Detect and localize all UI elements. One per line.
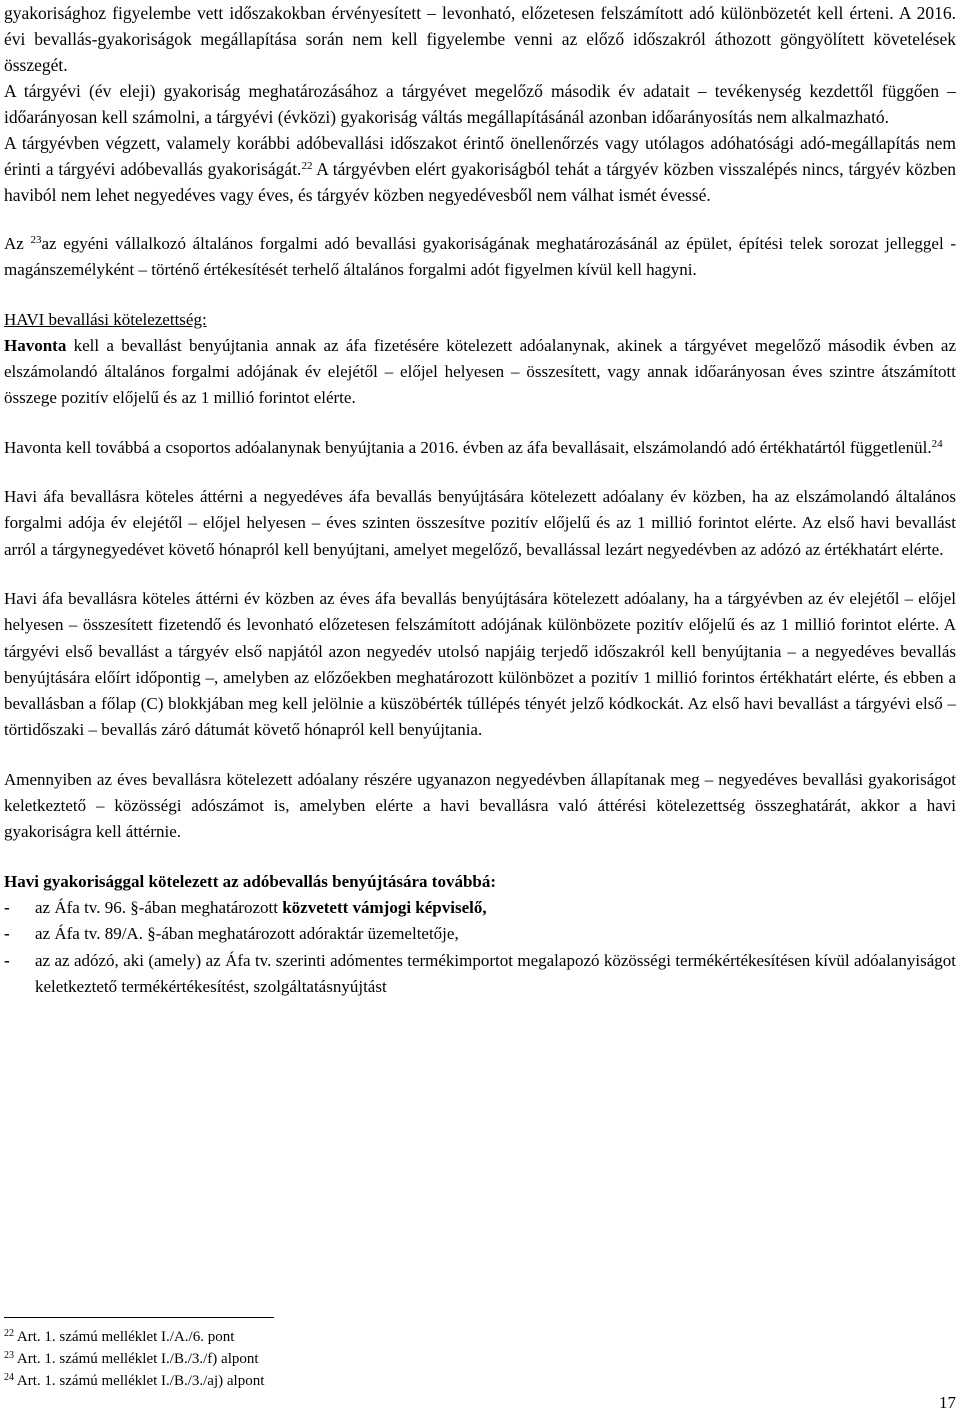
paragraph-5: Havonta kell a bevallást benyújtania annak az áfa fizetésére kötelezett adóalanynak, akinek a tárgyévet megelőző második évben az elszámolandó általános forgalmi adójának év elejétől – előjel helyesen – összesített, vagy annak időarányosan éves szintre átszámított összege pozitív előjelű és az 1 millió forintot elérte. [4, 335, 956, 408]
paragraph-3: A tárgyévben végzett, valamely korábbi adóbevallási időszakot érintő önellenőrzés vagy utólagos adóhatósági adó-megállapítás nem érinti a tárgyévi adóbevallás gyakoriságát.$^{22}$ A tárgyévben elért gyakoriságból tehát a tárgyév közben visszalépés nincs, tárgyév közben haviból nem lehet negyedéves vagy éves, és tárgyév közben negyedévesből nem válhat ismét évessé. [4, 133, 956, 205]
page-number: 17 [939, 1393, 956, 1412]
paragraph-6: Havonta kell továbbá a csoportos adóalanynak benyújtania a 2016. évben az áfa bevallásait, elszámolandó adó értékhatártól függetlenül.$^{24}$ [4, 437, 943, 457]
paragraph-7: Havi áfa bevallásra köteles áttérni a negyedéves áfa bevallás benyújtására kötelezett adóalany év közben, ha az elszámolandó általános forgalmi adója év elejétől – előjel helyesen – éves szinten összesítve pozitív előjelű és az 1 millió forintot elérte. Az első havi bevallást arról a tárgynegyedévet követő hónapról kell benyújtani, amelyet megelőző, bevallással lezárt negyedévben az adózó az értékhatárt elérte. [4, 487, 956, 559]
paragraph-8: Havi áfa bevallásra köteles áttérni év közben az éves áfa bevallás benyújtására kötelezett adóalany, ha a tárgyévben az év elejétől – előjel helyesen – összesített fizetendő és levonható előzetesen felszámított adójának különbözete pozitív előjelű és az 1 millió forintot elérte. A tárgyévi első bevallást a tárgyév első napjától azon negyedév utolsó napjáig terjedő időszakról kell benyújtania – a negyedéves bevallás benyújtására előírt időpontig –, amelyben az előzőekben meghatározott különbözet a pozitív 1 millió forintos értékhatárt elérte, és ebben a bevallásban a főlap (C) blokkjában meg kell jelölnie a küszöbérték túllépés tényét jelző kódkockát. Az első havi bevallást a tárgyévi első – törtidőszaki – bevallás záró dátumát követő hónapról kell benyújtania. [4, 588, 956, 740]
footnote-ref-23[interactable]: 23 [30, 234, 42, 246]
footnote-ref-22[interactable]: 22 [301, 160, 313, 172]
obligation-list [4, 895, 956, 1000]
list-item: - az Áfa tv. 96. §-ában meghatározott közvetett vámjogi képviselő, [4, 897, 487, 917]
paragraph-9: Amennyiben az éves bevallásra kötelezett adóalany részére ugyanazon negyedévben állapítanak meg – negyedéves bevallási gyakoriságot keletkeztető – közösségi adószámot is, amelyben elérte a havi bevallásra való áttérési kötelezettség összeghatárát, akkor a havi gyakoriságra kell áttérnie. [4, 769, 956, 842]
footnote-separator [4, 1317, 274, 1318]
footnotes [4, 1326, 264, 1392]
paragraph-4: Az $^{23}$az egyéni vállalkozó általános forgalmi adó bevallási gyakoriságának meghatározásánál az épület, építési telek sorozat jelleggel - magánszemélyként – történő értékesítését terhelő általános forgalmi adót figyelmen kívül kell hagyni. [4, 234, 956, 280]
list-heading: Havi gyakorisággal kötelezett az adóbevallás benyújtására továbbá: [4, 871, 497, 891]
list-item: - az az adózó, aki (amely) az Áfa tv. szerinti adómentes termékimportot megalapozó közösségi termékértékesítésen kívül adóalanyiságot keletkeztető termékértékesítést, szolgáltatásnyújtást [4, 950, 956, 996]
paragraph-1: gyakorisághoz figyelembe vett időszakokban érvényesített – levonható, előzetesen felszámított adó különbözetét kell érteni. A 2016. évi bevallás-gyakoriságok megállapítása során nem kell figyelembe venni az előző időszakról áthozott göngyölített követelések összegét. [4, 3, 956, 75]
section-heading-havi: HAVI bevallási kötelezettség: [4, 309, 207, 329]
footnote-22: $^{22}$ Art. 1. számú melléklet I./A./6. pont [4, 1328, 235, 1345]
footnote-23: $^{23}$ Art. 1. számú melléklet I./B./3./f) alpont [4, 1350, 259, 1367]
footnote-24: $^{24}$ Art. 1. számú melléklet I./B./3./aj) alpont [4, 1372, 265, 1389]
paragraph-2: A tárgyévi (év eleji) gyakoriság meghatározásához a tárgyévet megelőző második év adatait – tevékenység kezdettől függően – időarányosan kell számolni, a tárgyévi (évközi) gyakoriság váltás megállapításánál azonban időarányosítás nem alkalmazható. [4, 81, 956, 127]
footnote-ref-24[interactable]: 24 [931, 437, 943, 450]
document-page [4, 0, 956, 1000]
list-item: - az Áfa tv. 89/A. §-ában meghatározott adóraktár üzemeltetője, [4, 924, 459, 944]
